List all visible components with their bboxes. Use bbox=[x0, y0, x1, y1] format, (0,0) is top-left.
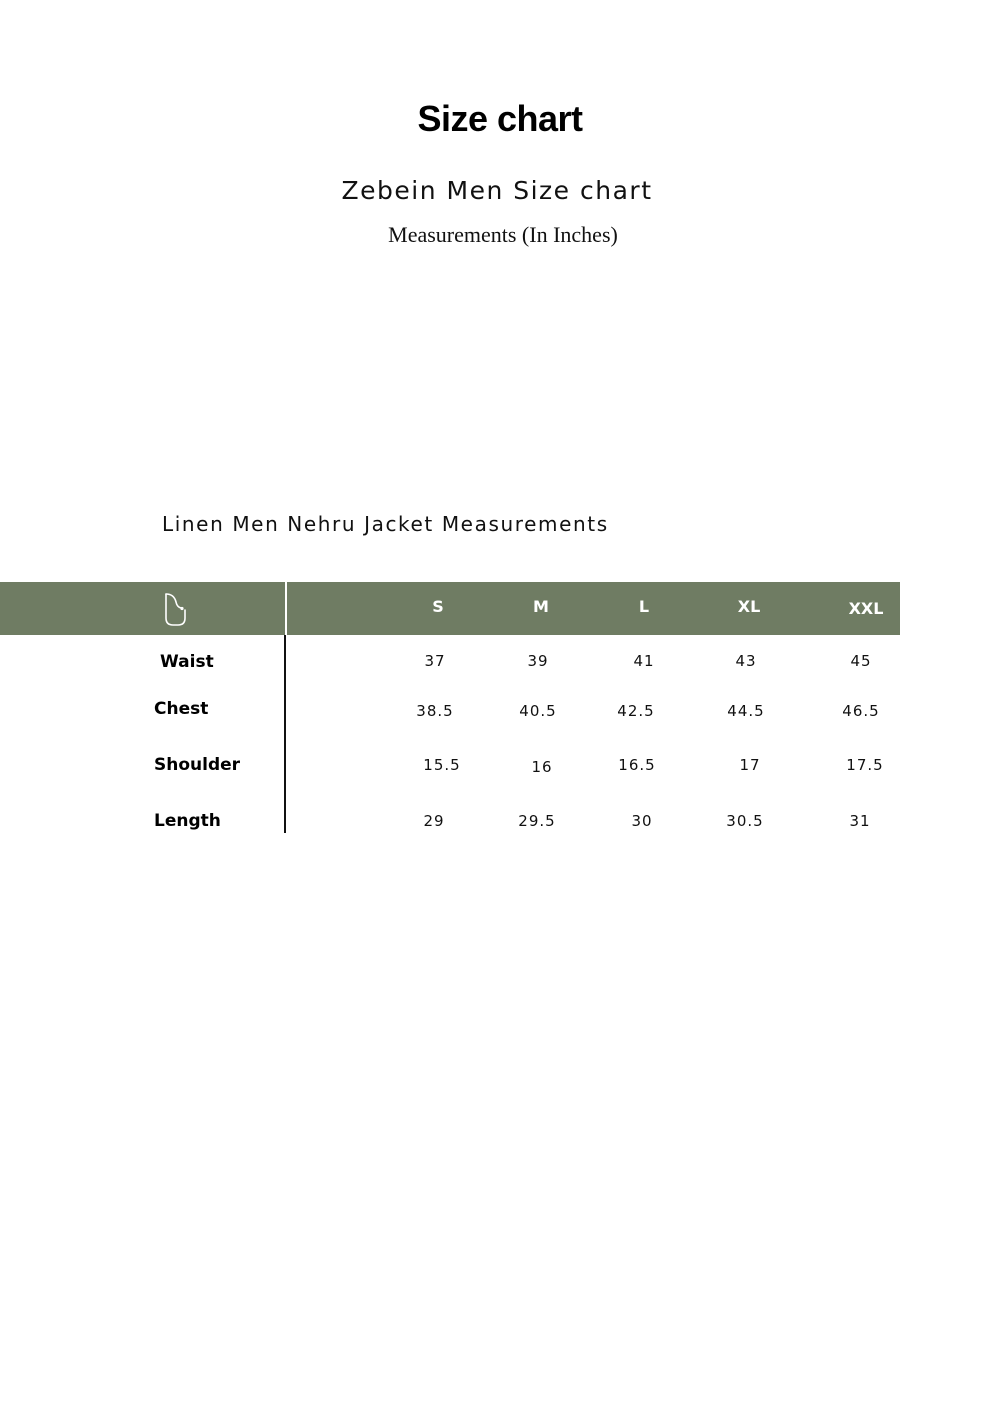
table-cell: 16 bbox=[531, 758, 553, 776]
table-cell: 40.5 bbox=[519, 702, 557, 720]
table-cell: 30 bbox=[631, 812, 653, 830]
table-cell: 45 bbox=[850, 652, 872, 670]
table-cell: 31 bbox=[849, 812, 871, 830]
table-cell: 17.5 bbox=[846, 756, 884, 774]
size-header-l: L bbox=[638, 597, 650, 616]
table-cell: 17 bbox=[739, 756, 761, 774]
table-cell: 42.5 bbox=[617, 702, 655, 720]
row-label-length: Length bbox=[154, 811, 221, 831]
table-cell: 29 bbox=[423, 812, 445, 830]
table-cell: 15.5 bbox=[423, 756, 461, 774]
table-cell: 39 bbox=[527, 652, 549, 670]
size-header-s: S bbox=[432, 597, 444, 616]
size-header-m: M bbox=[533, 597, 549, 616]
measurement-unit-note: Measurements (In Inches) bbox=[388, 222, 618, 247]
section-title: Linen Men Nehru Jacket Measurements bbox=[162, 512, 609, 536]
row-label-shoulder: Shoulder bbox=[154, 755, 241, 775]
page-title: Size chart bbox=[417, 98, 583, 139]
row-label-chest: Chest bbox=[154, 699, 209, 719]
table-cell: 29.5 bbox=[518, 812, 556, 830]
row-label-waist: Waist bbox=[160, 652, 214, 672]
table-cell: 30.5 bbox=[726, 812, 764, 830]
measuring-tape-icon bbox=[160, 590, 190, 628]
size-header-xl: XL bbox=[737, 597, 761, 616]
table-cell: 46.5 bbox=[842, 702, 880, 720]
table-cell: 37 bbox=[424, 652, 446, 670]
table-cell: 38.5 bbox=[416, 702, 454, 720]
table-cell: 44.5 bbox=[727, 702, 765, 720]
size-header-xxl: XXL bbox=[848, 599, 884, 618]
table-cell: 16.5 bbox=[618, 756, 656, 774]
chart-subtitle: Zebein Men Size chart bbox=[341, 176, 653, 205]
header-divider bbox=[285, 582, 287, 635]
table-cell: 41 bbox=[633, 652, 655, 670]
label-column-divider bbox=[284, 635, 286, 833]
table-cell: 43 bbox=[735, 652, 757, 670]
